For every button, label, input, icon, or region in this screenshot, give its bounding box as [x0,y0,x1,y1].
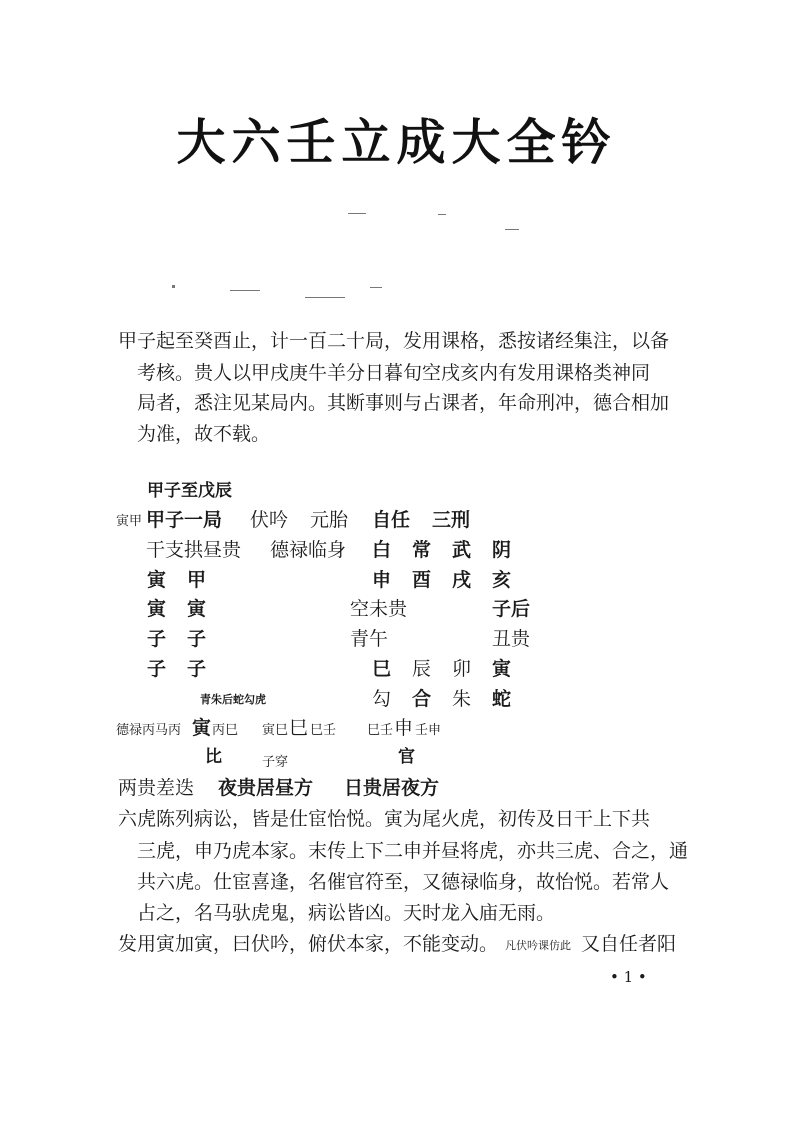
section-heading: 甲子至戊辰 [147,481,232,501]
scan-speck [348,213,366,214]
chuan-pre: 巳壬 [367,723,394,738]
chuan-post: 丙巳 [212,723,239,738]
scan-speck [438,214,446,215]
plate-god: 白 [372,539,392,561]
lesson-upper: 寅 [147,569,167,591]
plate-general: 朱 [452,688,472,710]
scan-speck [305,297,345,298]
ju-row2-left: 德禄临身 [270,539,347,561]
plate-row3-right: 丑贵 [492,628,531,650]
body-line-4: 占之，名马驮虎鬼，病讼皆凶。天时龙入庙无雨。 [137,902,556,924]
last-line-main: 发用寅加寅，曰伏吟，俯伏本家，不能变动。 [118,933,499,955]
intro-line-4: 为准，故不载。 [137,423,271,445]
last-line-small: 凡伏吟课仿此 [505,939,571,952]
intro-line-2: 考核。贵人以甲戌庚牛羊分日暮旬空戌亥内有发用课格类神同 [137,362,651,384]
chuan-note: 子穿 [262,755,289,770]
page-title: 大六壬立成大全钤 [176,114,617,171]
chuan-main: 巳 [289,717,309,739]
plate-branch: 巳 [372,658,392,680]
gui-line-item: 日贵居夜方 [344,777,440,799]
plate-branch: 申 [372,569,392,591]
lesson-lower: 子 [187,658,207,680]
gui-line-label: 两贵差迭 [118,777,195,799]
lesson-upper: 子 [147,658,167,680]
chuan-main: 寅 [192,717,212,739]
chuan-note: 官 [398,747,415,767]
plate-general: 勾 [372,688,392,710]
plate-row2-right: 子后 [492,598,531,620]
gui-line-item: 夜贵居昼方 [218,777,314,799]
lesson-lower: 寅 [187,598,207,620]
intro-line-3: 局者，悉注见某局内。其断事则与占课者，年命刑冲，德合相加 [137,392,670,414]
chuan-post: 壬申 [415,723,442,738]
chuan-post: 巳壬 [310,723,337,738]
last-line-tail: 又自任者阳 [581,933,677,955]
chuan-pre: 寅巳 [262,723,289,738]
ju-tag: 伏吟 [250,509,289,531]
plate-branch: 寅 [492,658,512,680]
chuan-pre: 德禄丙马丙 [116,723,182,738]
plate-general: 合 [412,688,432,710]
body-line-2: 三虎，申乃虎本家。末传上下二申并昼将虎，亦共三虎、合之，通 [137,840,689,862]
intro-line-1: 甲子起至癸酉止，计一百二十局，发用课格，悉按诸经集注，以备 [118,330,670,352]
body-line-3: 共六虎。仕宦喜逢，名催官符至，又德禄临身，故怡悦。若常人 [137,871,670,893]
chuan-main: 申 [394,717,414,739]
scan-speck [505,229,519,230]
plate-branch: 辰 [412,658,432,680]
plate-branch: 酉 [412,569,432,591]
ju-tag: 元胎 [310,509,349,531]
ju-prefix: 寅甲 [116,514,143,529]
lesson-upper: 子 [147,628,167,650]
plate-god: 阴 [492,539,512,561]
scan-speck [230,290,260,291]
plate-branch: 卯 [452,658,472,680]
ju-tag: 三刑 [432,509,471,531]
plate-general: 蛇 [492,688,512,710]
ju-row2-left: 干支拱昼贵 [146,539,242,561]
scan-speck [172,285,175,288]
ju-name: 甲子一局 [146,509,223,531]
lesson-lower: 子 [187,628,207,650]
body-line-1: 六虎陈列病讼，皆是仕宦怡悦。寅为尾火虎，初传及日干上下共 [118,808,651,830]
scan-speck [370,287,382,288]
generals-note: 青朱后蛇勾虎 [200,693,266,706]
plate-branch: 亥 [492,569,512,591]
chuan-note: 比 [205,747,222,767]
lesson-upper: 寅 [147,598,167,620]
plate-branch: 戌 [452,569,472,591]
lesson-lower: 甲 [187,569,207,591]
plate-god: 常 [412,539,432,561]
plate-row2-left: 空未贵 [350,598,408,620]
plate-row3-left: 青午 [350,628,389,650]
page-number: • 1 • [610,968,647,986]
plate-god: 武 [452,539,472,561]
ju-tag: 自任 [372,509,411,531]
